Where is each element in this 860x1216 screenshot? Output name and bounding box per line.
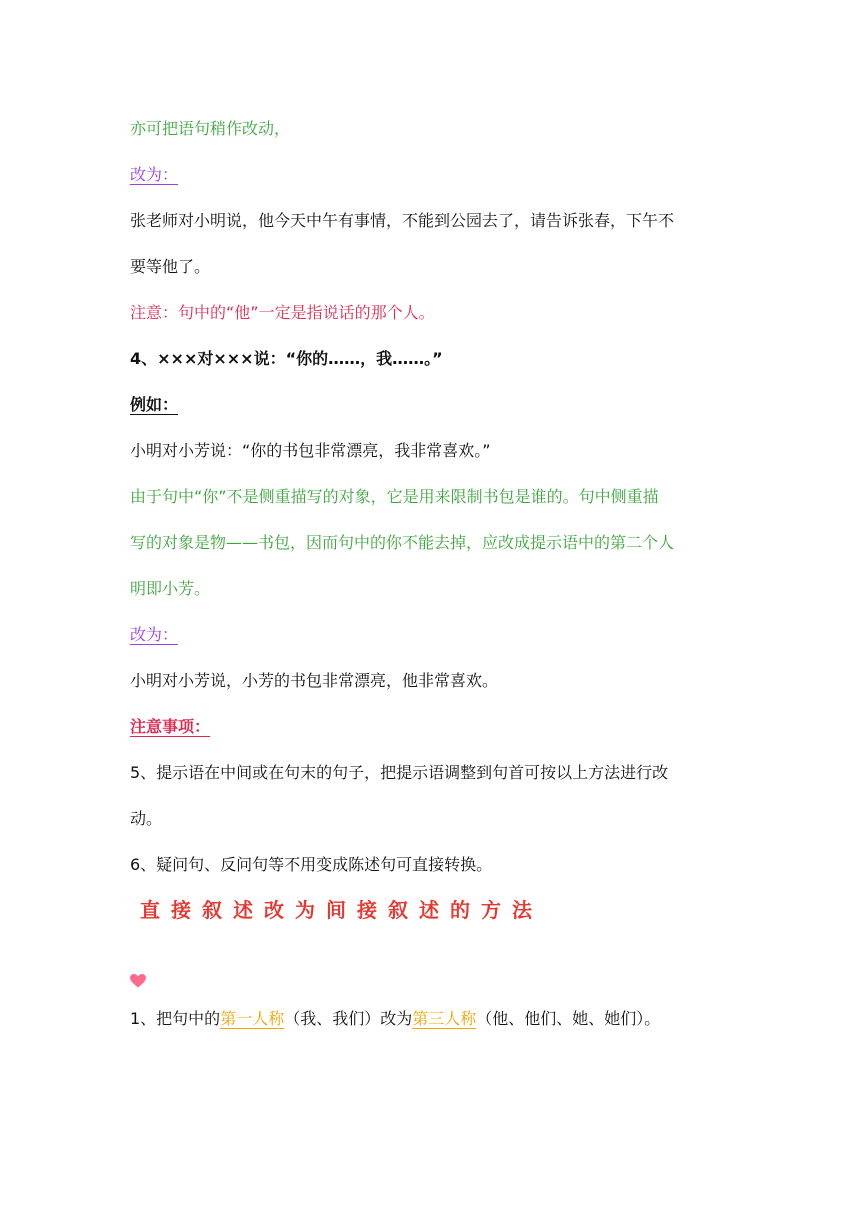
method-item-1-suffix: （他、他们、她、她们）。 xyxy=(476,1009,661,1028)
explanation-line-1: 由于句中“你”不是侧重描写的对象，它是用来限制书包是谁的。句中侧重描 xyxy=(130,487,659,506)
change-to-label-2 xyxy=(130,612,750,658)
first-person-link[interactable]: 第一人称 xyxy=(220,1009,285,1028)
change-to-link[interactable]: 改为： xyxy=(130,165,179,184)
rule-heading-4: 4、×××对×××说：“你的……，我……。” xyxy=(130,349,443,368)
third-person-link[interactable]: 第三人称 xyxy=(412,1009,477,1028)
method-item-1-prefix: 1、把句中的 xyxy=(130,1009,221,1028)
document-page xyxy=(130,106,750,1042)
method-item-1-middle: （我、我们）改为 xyxy=(284,1009,413,1028)
rule-5: 5、提示语在中间或在句末的句子，把提示语调整到句首可按以上方法进行改 xyxy=(130,763,669,782)
notes-heading-text: 注意事项： xyxy=(130,717,211,736)
note-line: 亦可把语句稍作改动， xyxy=(130,119,291,138)
example-quote: 小明对小芳说：“你的书包非常漂亮，我非常喜欢。” xyxy=(130,441,491,460)
section-heading: 直接叙述改为间接叙述的方法 xyxy=(140,898,543,922)
example-sentence: 张老师对小明说，他今天中午有事情，不能到公园去了，请告诉张春，下午不 xyxy=(130,211,675,230)
heart-decoration xyxy=(130,966,750,996)
example-label-text: 例如： xyxy=(130,395,179,414)
change-to-label xyxy=(130,152,750,198)
explanation-line-3: 明即小芳。 xyxy=(130,579,211,598)
example-label xyxy=(130,382,750,428)
example-sentence-cont: 要等他了。 xyxy=(130,257,211,276)
method-item-1 xyxy=(130,996,750,1042)
notes-heading xyxy=(130,704,750,750)
heart-icon xyxy=(130,974,146,988)
change-to-link-2[interactable]: 改为： xyxy=(130,625,179,644)
rule-6: 6、疑问句、反问句等不用变成陈述句可直接转换。 xyxy=(130,855,493,874)
converted-sentence: 小明对小芳说，小芳的书包非常漂亮，他非常喜欢。 xyxy=(130,671,499,690)
rule-5-cont: 动。 xyxy=(130,809,163,828)
attention-note: 注意：句中的“他”一定是指说话的那个人。 xyxy=(130,303,435,322)
explanation-line-2: 写的对象是物——书包，因而句中的你不能去掉，应改成提示语中的第二个人 xyxy=(130,533,675,552)
